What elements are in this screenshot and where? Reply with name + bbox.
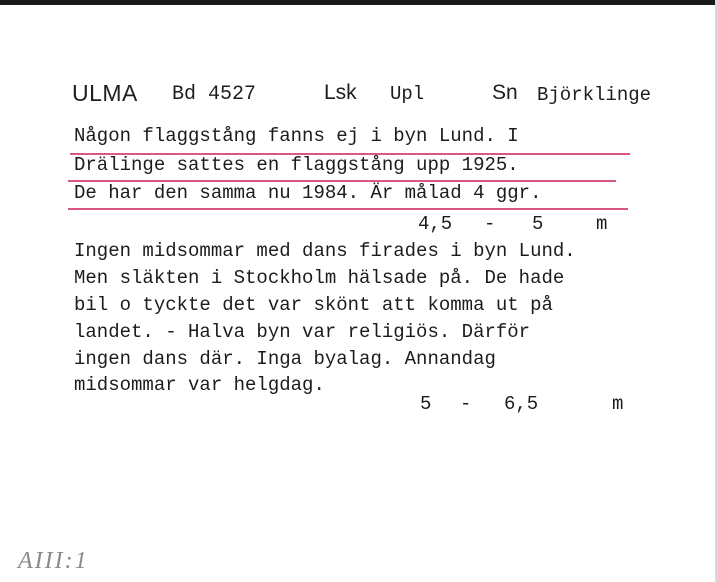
measurement-2-to: 6,5 (504, 393, 539, 415)
underlined-line-2: Drälinge sattes en flaggstång upp 1925. (74, 154, 519, 176)
paragraph-line-6: midsommar var helgdag. (74, 374, 325, 396)
measurement-1-unit: m (596, 213, 608, 235)
underlined-passage (74, 124, 674, 214)
measurement-2-unit: m (612, 393, 624, 415)
measurement-1-dash: - (484, 213, 496, 235)
pencil-annotation: AIII:1 (18, 548, 89, 574)
paragraph-line-3: bil o tyckte det var skönt att komma ut på (74, 294, 553, 316)
underline-3 (68, 208, 628, 210)
measurement-1 (0, 213, 718, 237)
socken-label: Sn (492, 81, 518, 104)
card-top-edge (0, 0, 718, 5)
landskap-value: Upl (390, 83, 425, 105)
underlined-line-1: Någon flaggstång fanns ej i byn Lund. I (74, 125, 519, 147)
card-header (72, 80, 702, 110)
underlined-line-3: De har den samma nu 1984. Är målad 4 ggr. (74, 182, 542, 204)
measurement-1-to: 5 (532, 213, 544, 235)
paragraph-line-1: Ingen midsommar med dans firades i byn Lund. (74, 240, 576, 262)
measurement-1-from: 4,5 (418, 213, 453, 235)
archive-name: ULMA (72, 80, 138, 106)
landskap-label: Lsk (324, 81, 357, 104)
socken-value: Björklinge (537, 84, 652, 106)
record-code: Bd 4527 (172, 83, 257, 106)
paragraph-line-5: ingen dans där. Inga byalag. Annandag (74, 348, 496, 370)
measurement-2-from: 5 (420, 393, 432, 415)
measurement-2 (0, 393, 718, 417)
measurement-2-dash: - (460, 393, 472, 415)
paragraph-line-2: Men släkten i Stockholm hälsade på. De hade (74, 267, 565, 289)
paragraph (74, 238, 694, 396)
paragraph-line-4: landet. - Halva byn var religiös. Därför (74, 321, 531, 343)
